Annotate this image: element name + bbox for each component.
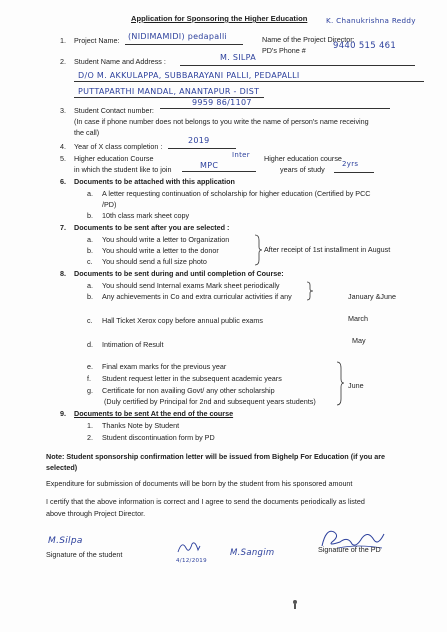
middle-signature-name: M.Sangim <box>230 548 275 558</box>
s8g-marker: g. <box>87 386 93 395</box>
item-8-number: 8. <box>60 269 66 278</box>
middle-signature-date: 4/12/2019 <box>176 558 207 564</box>
s7b-marker: b. <box>87 246 93 255</box>
project-director-label: Name of the Project Director: <box>262 35 355 44</box>
s7a-marker: a. <box>87 235 93 244</box>
years-of-study-line <box>334 172 374 173</box>
course-value-2: Inter <box>232 151 250 159</box>
s8d-timing: May <box>352 336 366 345</box>
s8c-marker: c. <box>87 316 93 325</box>
years-label-1: Higher education course <box>264 154 342 163</box>
student-name-value: M. SILPA <box>220 53 257 62</box>
s6b-text: 10th class mark sheet copy <box>102 211 190 220</box>
s8b-text: Any achievements in Co and extra curricular activities if any <box>102 292 292 301</box>
s8e-marker: e. <box>87 362 93 371</box>
project-name-label: Project Name: <box>74 36 120 45</box>
address-line-2: PUTTAPARTHI MANDAL, ANANTAPUR - DIST <box>78 87 260 96</box>
contact-number-label: Student Contact number: <box>74 106 154 115</box>
s7a-text: You should write a letter to Organization <box>102 235 230 244</box>
contact-number-value: 9959 86/1107 <box>192 98 252 107</box>
student-signature-label: Signature of the student <box>46 550 123 559</box>
item-1-number: 1. <box>60 36 66 45</box>
note-line-1: Note: Student sponsorship confirmation letter will be issued from Bighelp For Education (if you are <box>46 452 386 461</box>
section-9-heading: Documents to be sent At the end of the course <box>74 409 234 418</box>
project-name-value: (NIDIMAMIDI) pedapalli <box>128 32 228 41</box>
s6b-marker: b. <box>87 211 93 220</box>
address-line-1: D/O M. AKKULAPPA, SUBBARAYANI PALLI, PEDAPALLI <box>78 71 300 80</box>
years-of-study-value: 2yrs <box>342 160 359 168</box>
s9-1-marker: 1. <box>87 421 93 430</box>
contact-number-line <box>160 108 390 109</box>
contact-note-1: (In case if phone number does not belongs to you write the name of person's name receiving <box>74 117 369 126</box>
pd-phone-label: PD's Phone # <box>262 46 306 55</box>
pd-phone-value: 9440 515 461 <box>333 41 397 51</box>
s9-2-marker: 2. <box>87 433 93 442</box>
s8c-timing: March <box>348 314 368 323</box>
section-8-heading: Documents to be sent during and until completion of Course: <box>74 269 284 278</box>
pd-signature-label: Signature of the PD <box>318 545 381 554</box>
project-director-value: K. Chanukrishna Reddy <box>326 16 416 25</box>
s8g-text-2: (Duly certified by Principal for 2nd and subsequent years students) <box>104 397 316 406</box>
x-class-year-label: Year of X class completion : <box>74 142 163 151</box>
s8f-text: Student request letter in the subsequent academic years <box>102 374 282 383</box>
student-signature: M.Silpa <box>48 536 83 546</box>
s6a-marker: a. <box>87 189 93 198</box>
s8a-marker: a. <box>87 281 93 290</box>
page-title: Application for Sponsoring the Higher Education <box>131 14 308 23</box>
item-5-number: 5. <box>60 154 66 163</box>
project-name-line <box>125 44 243 45</box>
middle-signature-scribble <box>176 538 202 558</box>
item-2-number: 2. <box>60 57 66 66</box>
item-3-number: 3. <box>60 106 66 115</box>
s9-2-text: Student discontinuation form by PD <box>102 433 215 442</box>
s7b-text: You should write a letter to the donor <box>102 246 219 255</box>
section-7-heading: Documents to be sent after you are selected : <box>74 223 230 232</box>
student-name-label: Student Name and Address : <box>74 57 166 66</box>
s9-1-text: Thanks Note by Student <box>102 421 180 430</box>
item-6-number: 6. <box>60 177 66 186</box>
contact-note-2: the call) <box>74 128 100 137</box>
s8ab-brace <box>306 281 314 301</box>
s6a-text-2: /PD) <box>102 200 117 209</box>
page-footer-mark <box>292 598 298 610</box>
x-class-year-value: 2019 <box>188 136 210 145</box>
s8d-marker: d. <box>87 340 93 349</box>
years-label-2: years of study <box>280 165 325 174</box>
item-7-number: 7. <box>60 223 66 232</box>
s7-timing: After receipt of 1st installment in August <box>264 245 391 254</box>
s8c-text: Hall Ticket Xerox copy before annual public exams <box>102 316 264 325</box>
course-label-2: in which the student like to join <box>74 165 172 174</box>
s7c-marker: c. <box>87 257 93 266</box>
expenditure-text: Expenditure for submission of documents will be born by the student from his sponsored amount <box>46 479 353 488</box>
item-9-number: 9. <box>60 409 66 418</box>
section-6-heading: Documents to be attached with this application <box>74 177 235 186</box>
s8eg-timing: June <box>348 381 364 390</box>
s8ab-timing: January &June <box>348 292 396 301</box>
s7-brace <box>254 234 262 266</box>
certify-line-2: above through Project Director. <box>46 509 146 518</box>
s8eg-brace <box>336 361 345 406</box>
course-value-1: MPC <box>200 161 219 170</box>
student-name-line <box>180 65 415 66</box>
s8f-marker: f. <box>87 374 91 383</box>
s8d-text: Intimation of Result <box>102 340 164 349</box>
s7c-text: You should send a full size photo <box>102 257 207 266</box>
course-label-1: Higher education Course <box>74 154 154 163</box>
item-4-number: 4. <box>60 142 66 151</box>
s8b-marker: b. <box>87 292 93 301</box>
course-line <box>182 171 256 172</box>
s8a-text: You should send Internal exams Mark sheet periodically <box>102 281 280 290</box>
note-line-2: selected) <box>46 463 78 472</box>
address-line-1-rule <box>74 81 424 82</box>
s6a-text-1: A letter requesting continuation of scholarship for higher education (Certified by PCC <box>102 189 371 198</box>
certify-line-1: I certify that the above information is correct and I agree to send the documents periodically as listed <box>46 497 365 506</box>
x-class-year-line <box>168 148 236 149</box>
s8g-text-1: Certificate for non availing Govt/ any other scholarship <box>102 386 275 395</box>
s8e-text: Final exam marks for the previous year <box>102 362 227 371</box>
